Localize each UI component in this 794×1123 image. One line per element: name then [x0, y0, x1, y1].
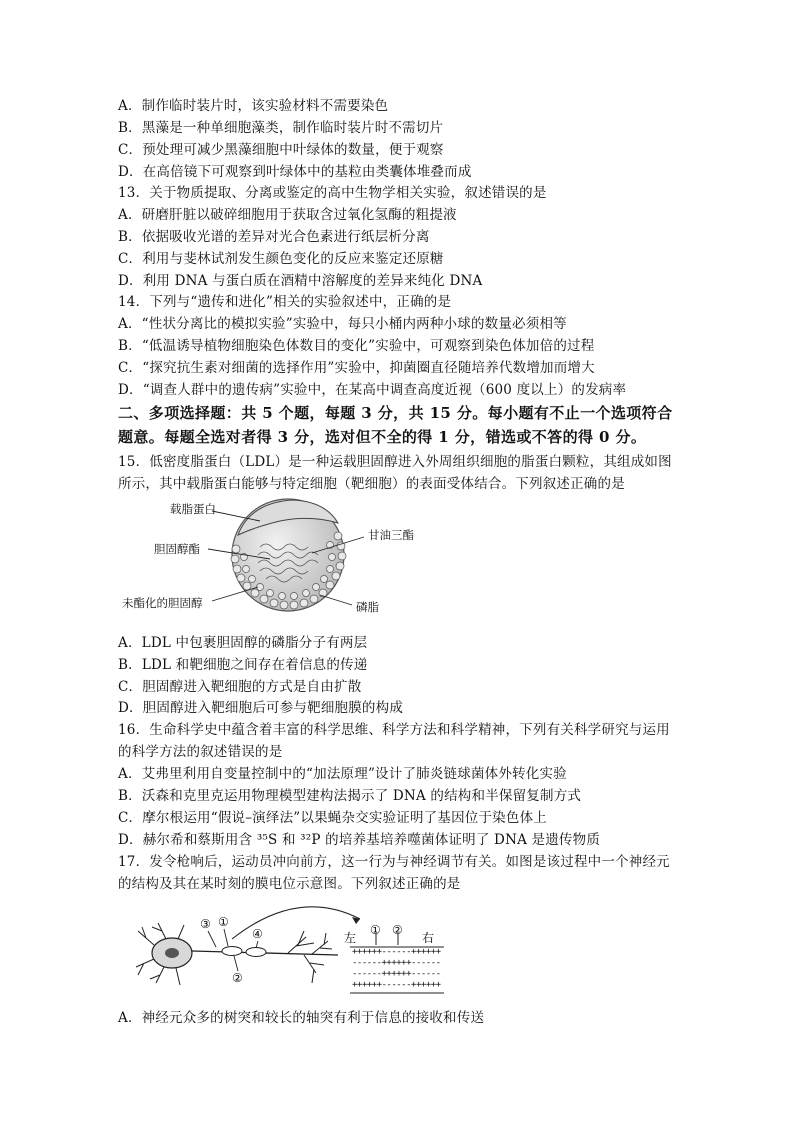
label-phospholipid: 磷脂 [356, 600, 379, 614]
option-line: D．胆固醇进入靶细胞后可参与靶细胞膜的构成 [118, 700, 404, 716]
option-line: A．艾弗里利用自变量控制中的“加法原理”设计了肺炎链球菌体外转化实验 [118, 766, 567, 782]
question-stem: 的结构及其在某时刻的膜电位示意图。下列叙述正确的是 [118, 876, 461, 892]
label-3: ③ [200, 917, 211, 931]
text-line: C．预处理可减少黑藻细胞中叶绿体的数量，便于观察 [118, 142, 444, 158]
option-line: B．沃森和克里克运用物理模型建构法揭示了 DNA 的结构和半保留复制方式 [118, 788, 582, 804]
ldl-figure [120, 497, 420, 619]
text-line: D．“调查人群中的遗传病”实验中，在某高中调查高度近视（600 度以上）的发病率 [118, 382, 627, 398]
question-stem: 所示，其中载脂蛋白能够与特定细胞（靶细胞）的表面受体结合。下列叙述正确的是 [118, 476, 625, 492]
text-line: C．利用与斐林试剂发生颜色变化的反应来鉴定还原糖 [118, 251, 444, 267]
label-4: ④ [252, 927, 263, 941]
option-line: A．神经元众多的树突和较长的轴突有利于信息的接收和传送 [118, 1010, 485, 1026]
text-line: A．“性状分离比的模拟实验”实验中，每只小桶内两种小球的数量必须相等 [118, 316, 567, 332]
potential-row-2: ------++++++------ [352, 958, 441, 968]
question-stem: 16．生命科学史中蕴含着丰富的科学思维、科学方法和科学精神，下列有关科学研究与运用 [118, 722, 670, 738]
label-membrane-1: ① [370, 923, 381, 937]
section-heading: 题意。每题全选对者得 3 分，选对但不全的得 1 分，错选或不答的得 0 分。 [118, 428, 647, 446]
text-line: D．利用 DNA 与蛋白质在酒精中溶解度的差异来纯化 DNA [118, 273, 483, 289]
question-stem: 的科学方法的叙述错误的是 [118, 744, 283, 760]
text-line: D．在高倍镜下可观察到叶绿体中的基粒由类囊体堆叠而成 [118, 164, 472, 180]
label-free-cholesterol: 未酯化的胆固醇 [122, 596, 203, 610]
option-line: A．LDL 中包裹胆固醇的磷脂分子有两层 [118, 635, 368, 651]
question-stem: 17．发令枪响后，运动员冲向前方，这一行为与神经调节有关。如图是该过程中一个神经元 [118, 854, 670, 870]
question-stem: 15．低密度脂蛋白（LDL）是一种运载胆固醇进入外周组织细胞的脂蛋白颗粒，其组成如图 [118, 454, 672, 470]
text-line: B．黑藻是一种单细胞藻类，制作临时装片时不需切片 [118, 120, 444, 136]
option-line: B．LDL 和靶细胞之间存在着信息的传递 [118, 657, 368, 673]
question-stem: 13．关于物质提取、分离或鉴定的高中生物学相关实验，叙述错误的是 [118, 185, 547, 201]
label-2: ② [232, 971, 243, 985]
label-right: 右 [422, 931, 435, 945]
question-stem: 14．下列与“遗传和进化”相关的实验叙述中，正确的是 [118, 294, 452, 310]
text-line: B．依据吸收光谱的差异对光合色素进行纸层析分离 [118, 229, 430, 245]
label-apoprotein: 载脂蛋白 [170, 502, 216, 516]
label-left: 左 [344, 931, 357, 945]
text-line: A．研磨肝脏以破碎细胞用于获取含过氧化氢酶的粗提液 [118, 207, 457, 223]
label-triglyceride: 甘油三酯 [368, 528, 414, 542]
option-line: D．赫尔希和蔡斯用含 ³⁵S 和 ³²P 的培养基培养噬菌体证明了 DNA 是遗传物质 [118, 832, 601, 848]
section-heading: 二、多项选择题：共 5 个题，每题 3 分，共 15 分。每小题有不止一个选项符合 [118, 404, 673, 422]
text-line: B．“低温诱导植物细胞染色体数目的变化”实验中，可观察到染色体加倍的过程 [118, 338, 595, 354]
option-line: C．摩尔根运用“假说–演绎法”以果蝇杂交实验证明了基因位于染色体上 [118, 810, 547, 826]
label-1: ① [218, 915, 229, 929]
text-line: C．“探究抗生素对细菌的选择作用”实验中，抑菌圈直径随培养代数增加而增大 [118, 360, 595, 376]
potential-row-1: ++++++------++++++ [352, 947, 441, 957]
potential-row-4: ++++++------++++++ [352, 980, 441, 990]
option-line: C．胆固醇进入靶细胞的方式是自由扩散 [118, 679, 362, 695]
potential-row-3: ------++++++------ [352, 969, 441, 979]
text-line: A．制作临时装片时，该实验材料不需要染色 [118, 98, 389, 114]
label-membrane-2: ② [392, 923, 403, 937]
neuron-figure [128, 893, 458, 1001]
label-cholesterol-ester: 胆固醇酯 [154, 542, 200, 556]
